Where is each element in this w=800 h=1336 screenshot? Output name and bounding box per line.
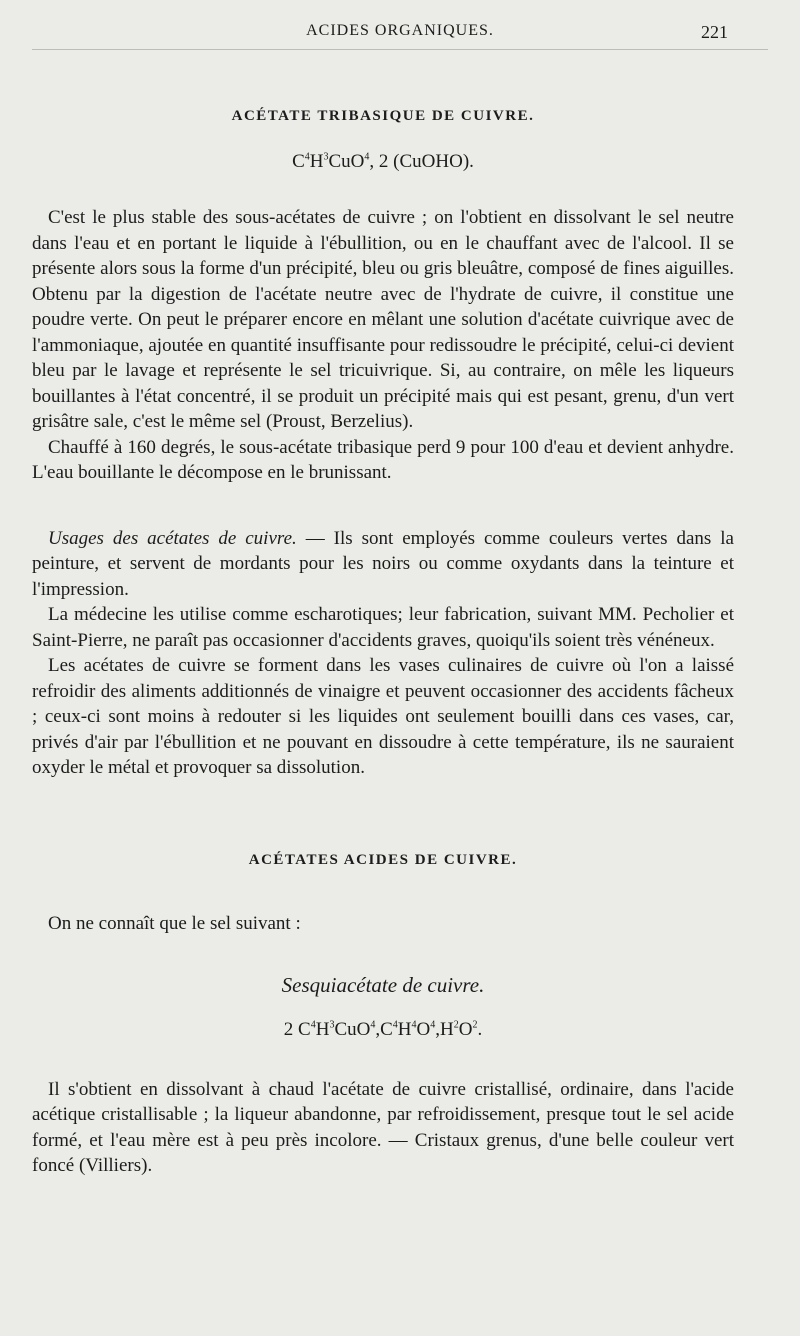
section-heading-tribasic: ACÉTATE TRIBASIQUE DE CUIVRE. xyxy=(231,108,535,124)
formula-tribasic: $C^4H^3CuO^4$, 2 (CuOHO). xyxy=(292,150,474,172)
running-head xyxy=(0,22,800,46)
paragraph-medicine: La médecine les utilise comme escharotiques; leur fabrication, suivant MM. Pecholier et Saint-Pierre, ne paraît pas occasionner d'accidents graves, quoiqu'ils soient très vénéneux. xyxy=(32,604,734,651)
subheading-sesquiacetate: Sesquiacétate de cuivre. xyxy=(281,972,485,997)
paragraph-sesquiacetate: Il s'obtient en dissolvant à chaud l'acétate de cuivre cristallisé, ordinaire, dans l'acide acétique cristallisable ; la liqueur abandonne, par refroidissement, presque tout le sel acide formé, et l'eau mère est à peu près incolore. — Cristaux grenus, d'une belle couleur vert foncé (Villiers). xyxy=(32,1078,734,1176)
page-number: 221 xyxy=(701,22,728,42)
page-body xyxy=(32,104,734,1179)
paragraph-usages xyxy=(32,526,734,603)
running-title: ACIDES ORGANIQUES. xyxy=(306,22,494,39)
header-rule xyxy=(32,49,768,50)
usages-lead: Usages des acétates de cuivre. xyxy=(48,527,297,549)
section-heading-acid-acetates: ACÉTATES ACIDES DE CUIVRE. xyxy=(248,851,518,868)
paragraph-culinary-vessels: Les acétates de cuivre se forment dans les vases culinaires de cuivre où l'on a laissé refroidir des aliments additionnés de vinaigre et peuvent occasionner des accidents fâcheux ; ceux-ci sont moins à redouter si les liquides ont seulement bouilli dans ces vases, car, privés d'air par l'ébullition et ne pouvant en dissoudre à cette température, ils ne sauraient oxyder le métal et provoquer sa dissolution. xyxy=(32,655,734,778)
paragraph-tribasic-heating: Chauffé à 160 degrés, le sous-acétate tribasique perd 9 pour 100 d'eau et devient anhydre. L'eau bouillante le décompose en le brunissant. xyxy=(32,436,734,483)
paragraph-intro: On ne connaît que le sel suivant : xyxy=(48,913,301,934)
usages-text: — Ils sont employés comme couleurs vertes dans la peinture, et servent de mordants pour les noirs ou comme oxydants dans la teinture et l'impression. xyxy=(32,527,734,600)
formula-sesquiacetate: 2 $C^4H^3CuO^4,C^4H^4O^4,H^2O^2$. xyxy=(283,1019,483,1040)
paragraph-tribasic-preparation: C'est le plus stable des sous-acétates de cuivre ; on l'obtient en dissolvant le sel neutre dans l'eau et en portant le liquide à l'ébullition, ou en le chauffant avec de l'alcool. Il se présente alors sous la forme d'un précipité, bleu ou gris bleuâtre, composé de fines aiguilles. Obtenu par la digestion de l'acétate neutre avec de l'hydrate de cuivre, il constitue une poudre verte. On peut le préparer encore en mêlant une solution d'acétate cuivrique avec de l'ammoniaque, ajoutée en quantité insuffisante pour redissoudre le précipité, celui-ci devient bleu par le lavage et représente le sel tricuivrique. Si, au contraire, on mêle les liqueurs bouillantes à l'état concentré, il se produit un précipité mais qui est pesant, grenu, d'un vert grisâtre sale, c'est le même sel (Proust, Berzelius). xyxy=(32,207,734,432)
